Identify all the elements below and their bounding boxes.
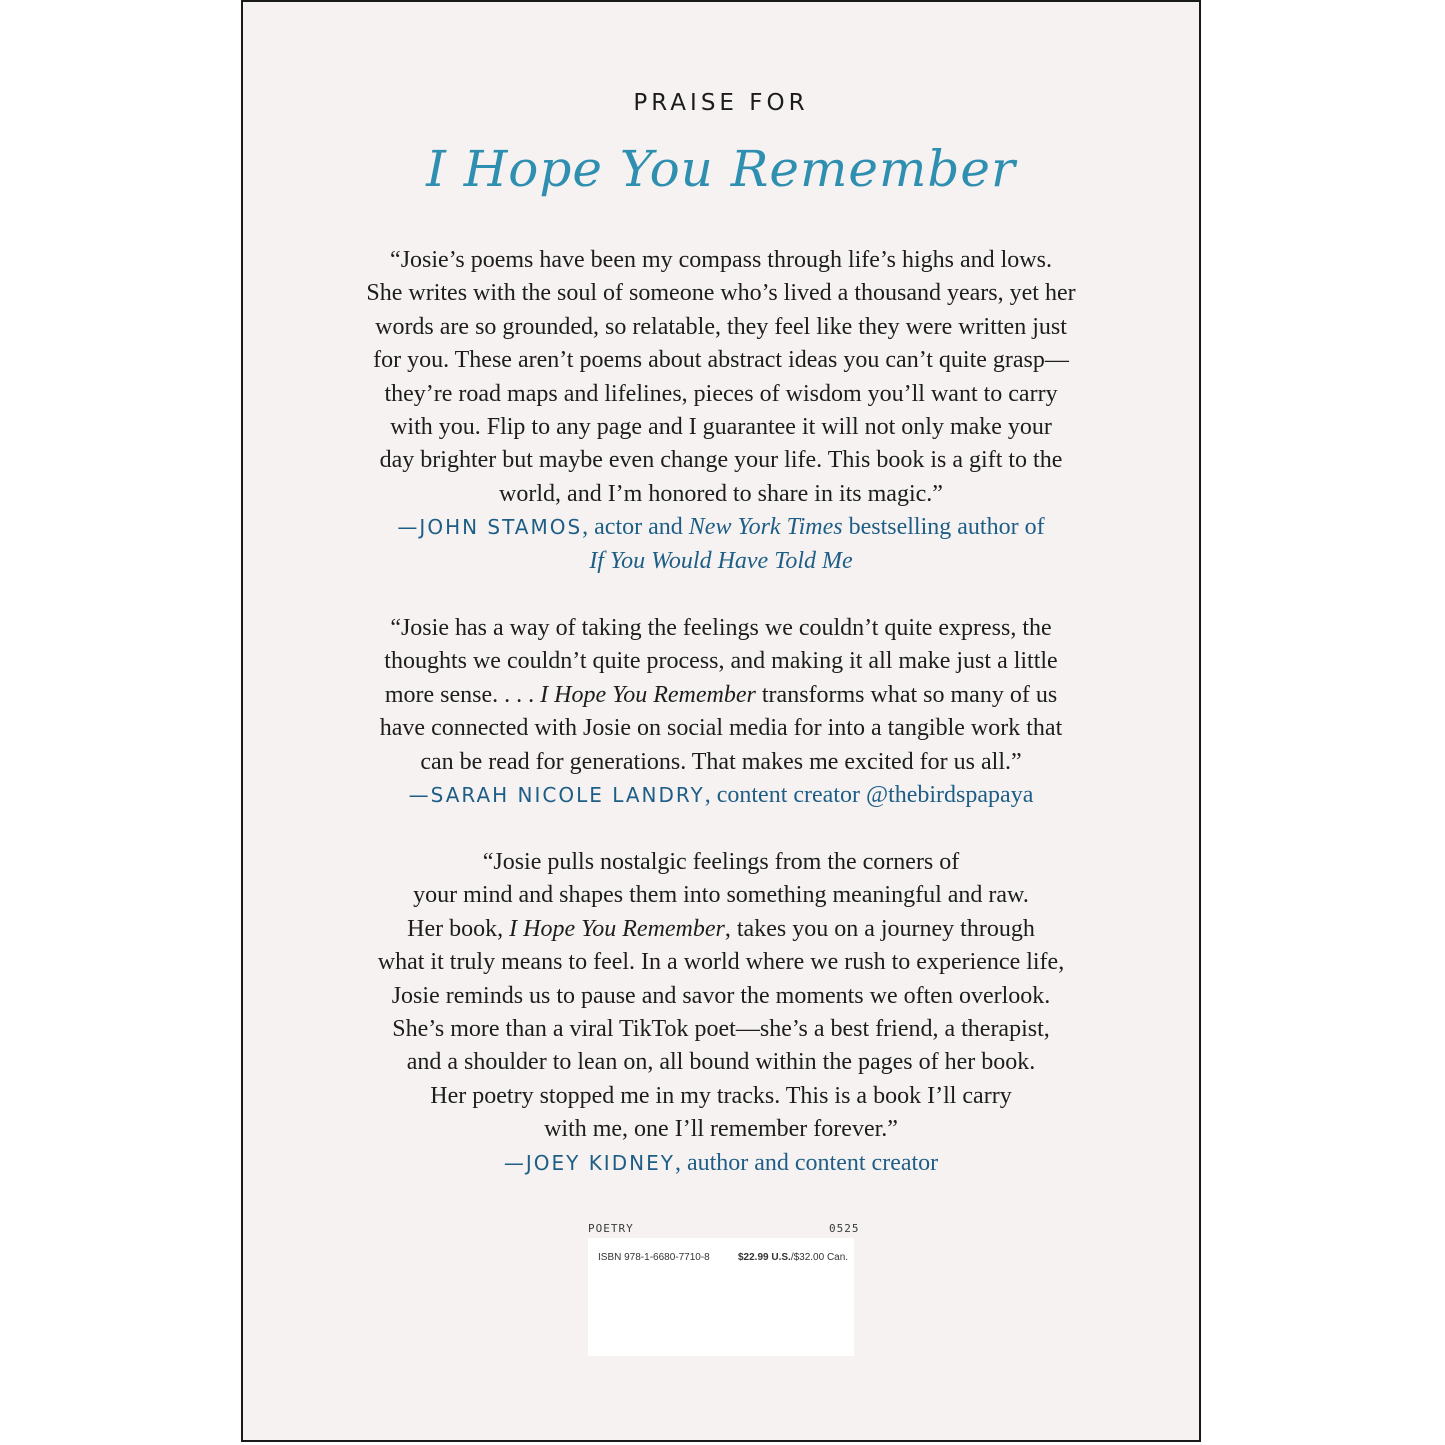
blurb-sarah-nicole-landry (243, 612, 1199, 812)
attribution-desc: , content creator @thebirdspapaya (704, 782, 1034, 809)
genre-label: POETRY (588, 1222, 634, 1235)
quote-line: can be read for generations. That makes me excited for us all.” (420, 748, 1022, 775)
attribution-book-title-text: If You Would Have Told Me (589, 547, 853, 574)
blurb-john-stamos (243, 244, 1199, 578)
quote-line: have connected with Josie on social media for into a tangible work that (379, 715, 1063, 742)
quote-line: and a shoulder to lean on, all bound within the pages of her book. (406, 1049, 1036, 1076)
praise-heading: PRAISE FOR (633, 90, 809, 116)
quote-book-title: I Hope You Remember (509, 915, 725, 942)
barcode-box (588, 1238, 854, 1356)
price-us: $22.99 U.S. (738, 1252, 791, 1263)
attribution-desc: , author and content creator (674, 1149, 939, 1176)
attribution-desc: , actor and (582, 514, 689, 541)
quote-line: world, and I’m honored to share in its magic.” (499, 480, 943, 507)
attribution-desc: bestselling author of (842, 514, 1045, 541)
book-title-script: I Hope You Remember (426, 140, 1016, 198)
quote-line: for you. These aren’t poems about abstract ideas you can’t quite grasp— (373, 347, 1069, 374)
attribution-name: —JOEY KIDNEY (503, 1150, 675, 1175)
attribution-name: —JOHN STAMOS (397, 515, 583, 540)
quote-line (243, 913, 1199, 946)
attribution-book-title (243, 545, 1199, 578)
quote-line: Josie reminds us to pause and savor the moments we often overlook. (391, 982, 1051, 1009)
quote-text: transforms what so many of us (755, 681, 1058, 708)
quote-text: , takes you on a journey through (724, 915, 1035, 942)
quote-line: words are so grounded, so relatable, they feel like they were written just (375, 313, 1067, 340)
quote-line: “Josie pulls nostalgic feelings from the corners of (482, 849, 960, 875)
release-code: 0525 (829, 1222, 860, 1235)
quote-line: with you. Flip to any page and I guarantee it will not only make your (390, 414, 1052, 441)
blurb-joey-kidney (243, 846, 1199, 1180)
attribution (243, 511, 1199, 544)
quote-text: Her book, (407, 915, 510, 942)
isbn-text: ISBN 978-1-6680-7710-8 (598, 1252, 710, 1263)
book-back-cover (241, 0, 1201, 1442)
quote-line: Her poetry stopped me in my tracks. This is a book I’ll carry (430, 1082, 1012, 1109)
attribution (243, 1147, 1199, 1180)
attribution (243, 779, 1199, 812)
price-text (738, 1252, 848, 1263)
quote-text: more sense. . . . (384, 681, 541, 708)
quote-line: “Josie has a way of taking the feelings we couldn’t quite express, the (390, 615, 1052, 641)
quote-line: She’s more than a viral TikTok poet—she’s a best friend, a therapist, (392, 1016, 1050, 1043)
quote-book-title: I Hope You Remember (540, 681, 756, 708)
price-can: /$32.00 Can. (790, 1252, 849, 1263)
quote-line: thoughts we couldn’t quite process, and making it all make just a little (384, 648, 1058, 675)
quote-line: with me, one I’ll remember forever.” (544, 1116, 898, 1143)
quote-line: day brighter but maybe even change your life. This book is a gift to the (379, 447, 1063, 474)
quote-line: your mind and shapes them into something meaningful and raw. (413, 882, 1029, 909)
quote-line (243, 679, 1199, 712)
quote-line: they’re road maps and lifelines, pieces of wisdom you’ll want to carry (384, 380, 1058, 407)
attribution-name: —SARAH NICOLE LANDRY (408, 783, 705, 808)
quote-line: “Josie’s poems have been my compass through life’s highs and lows. (390, 247, 1052, 273)
quote-line: what it truly means to feel. In a world where we rush to experience life, (377, 949, 1065, 976)
attribution-publication: New York Times (688, 514, 843, 541)
quote-line: She writes with the soul of someone who’s lived a thousand years, yet her (366, 280, 1076, 307)
